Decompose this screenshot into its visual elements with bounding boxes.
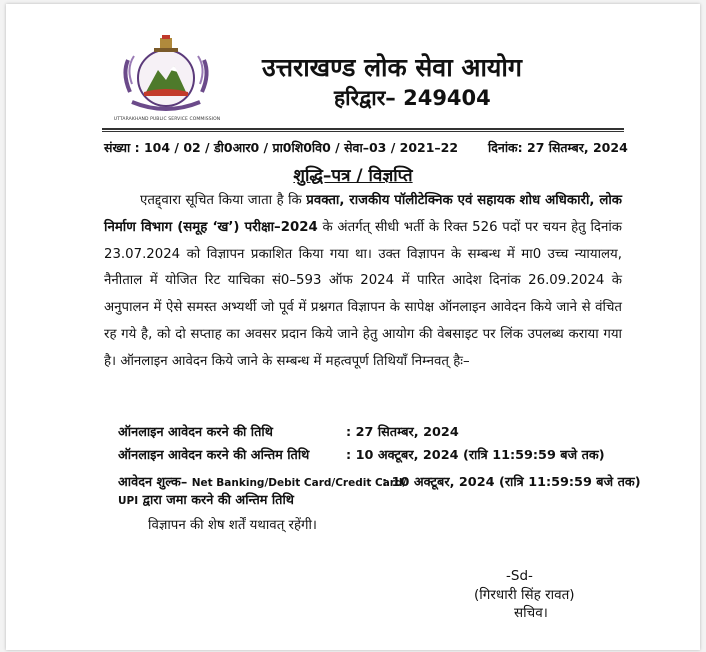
date-row-label-start: ऑनलाइन आवेदन करने की तिथि — [118, 425, 273, 440]
date-row-label-last: ऑनलाइन आवेदन करने की अन्तिम तिथि — [118, 448, 310, 463]
header-divider-thin — [102, 131, 624, 132]
header-divider — [102, 128, 624, 130]
fee-label: आवेदन शुल्क– — [118, 475, 188, 490]
signature-sd: -Sd- — [506, 568, 533, 584]
fee-modes: Net Banking/Debit Card/Credit Card/ — [191, 477, 407, 489]
paragraph-lead: एतद्द्वारा सूचित किया जाता है कि — [140, 193, 302, 208]
date-row-label-fee — [118, 472, 406, 490]
date-row-label-fee-2 — [118, 490, 294, 508]
notice-paragraph — [104, 188, 622, 376]
date-row-value-fee: : 10 अक्टूबर, 2024 (रात्रि 11:59:59 बजे तक) — [382, 475, 641, 490]
reference-number: संख्या : 104 / 02 / डी0आर0 / प्रा0शि0वि0 / सेवा–03 / 2021–22 — [104, 140, 459, 155]
closing-note: विज्ञापन की शेष शर्तें यथावत् रहेंगी। — [148, 518, 317, 533]
exam-name: प्रवक्ता, राजकीय पॉलीटेक्निक एवं सहायक शोध अधिकारी, लोक निर्माण विभाग (समूह ‘ख’) परीक्षा–2024 — [104, 193, 622, 235]
fee-deadline-text: द्वारा जमा करने की अन्तिम तिथि — [142, 493, 294, 508]
fee-mode-upi: UPI — [118, 495, 139, 507]
signatory-designation: सचिव। — [514, 605, 548, 621]
signatory-name: (गिरधारी सिंह रावत) — [474, 587, 575, 603]
org-address: हरिद्वार– 249404 — [334, 86, 491, 110]
notice-heading: शुद्धि–पत्र / विज्ञप्ति — [293, 166, 413, 186]
date-row-value-last: : 10 अक्टूबर, 2024 (रात्रि 11:59:59 बजे तक) — [346, 448, 605, 463]
notice-date: दिनांक: 27 सितम्बर, 2024 — [488, 140, 628, 155]
paragraph-body: के अंतर्गत् सीधी भर्ती के रिक्त 526 पदों पर चयन हेतु दिनांक 23.07.2024 को विज्ञापन प्रकाशित किया गया था। उक्त विज्ञापन के सम्बन्ध में मा0 उच्च न्यायालय, नैनीताल में योजित रिट याचिका सं0–593 ऑफ 2024 में पारित आदेश दिनांक 26.09.2024 के अनुपालन में ऐसे समस्त अभ्यर्थी जो पूर्व में प्रश्नगत विज्ञापन के सापेक्ष ऑनलाइन आवेदन किये जाने से वंचित रह गये है, को दो सप्ताह का अवसर प्रदान किये जाने हेतु आयोग की वेबसाइट पर लिंक उपलब्ध कराया गया है। ऑनलाइन आवेदन किये जाने के सम्बन्ध में महत्वपूर्ण तिथियॉं निम्नवत् हैः– — [104, 219, 622, 369]
emblem-caption: UTTARAKHAND PUBLIC SERVICE COMMISSION — [113, 117, 221, 122]
commission-emblem-icon — [118, 34, 214, 118]
org-title: उत्तराखण्ड लोक सेवा आयोग — [262, 53, 522, 82]
date-row-value-start: : 27 सितम्बर, 2024 — [346, 425, 459, 440]
